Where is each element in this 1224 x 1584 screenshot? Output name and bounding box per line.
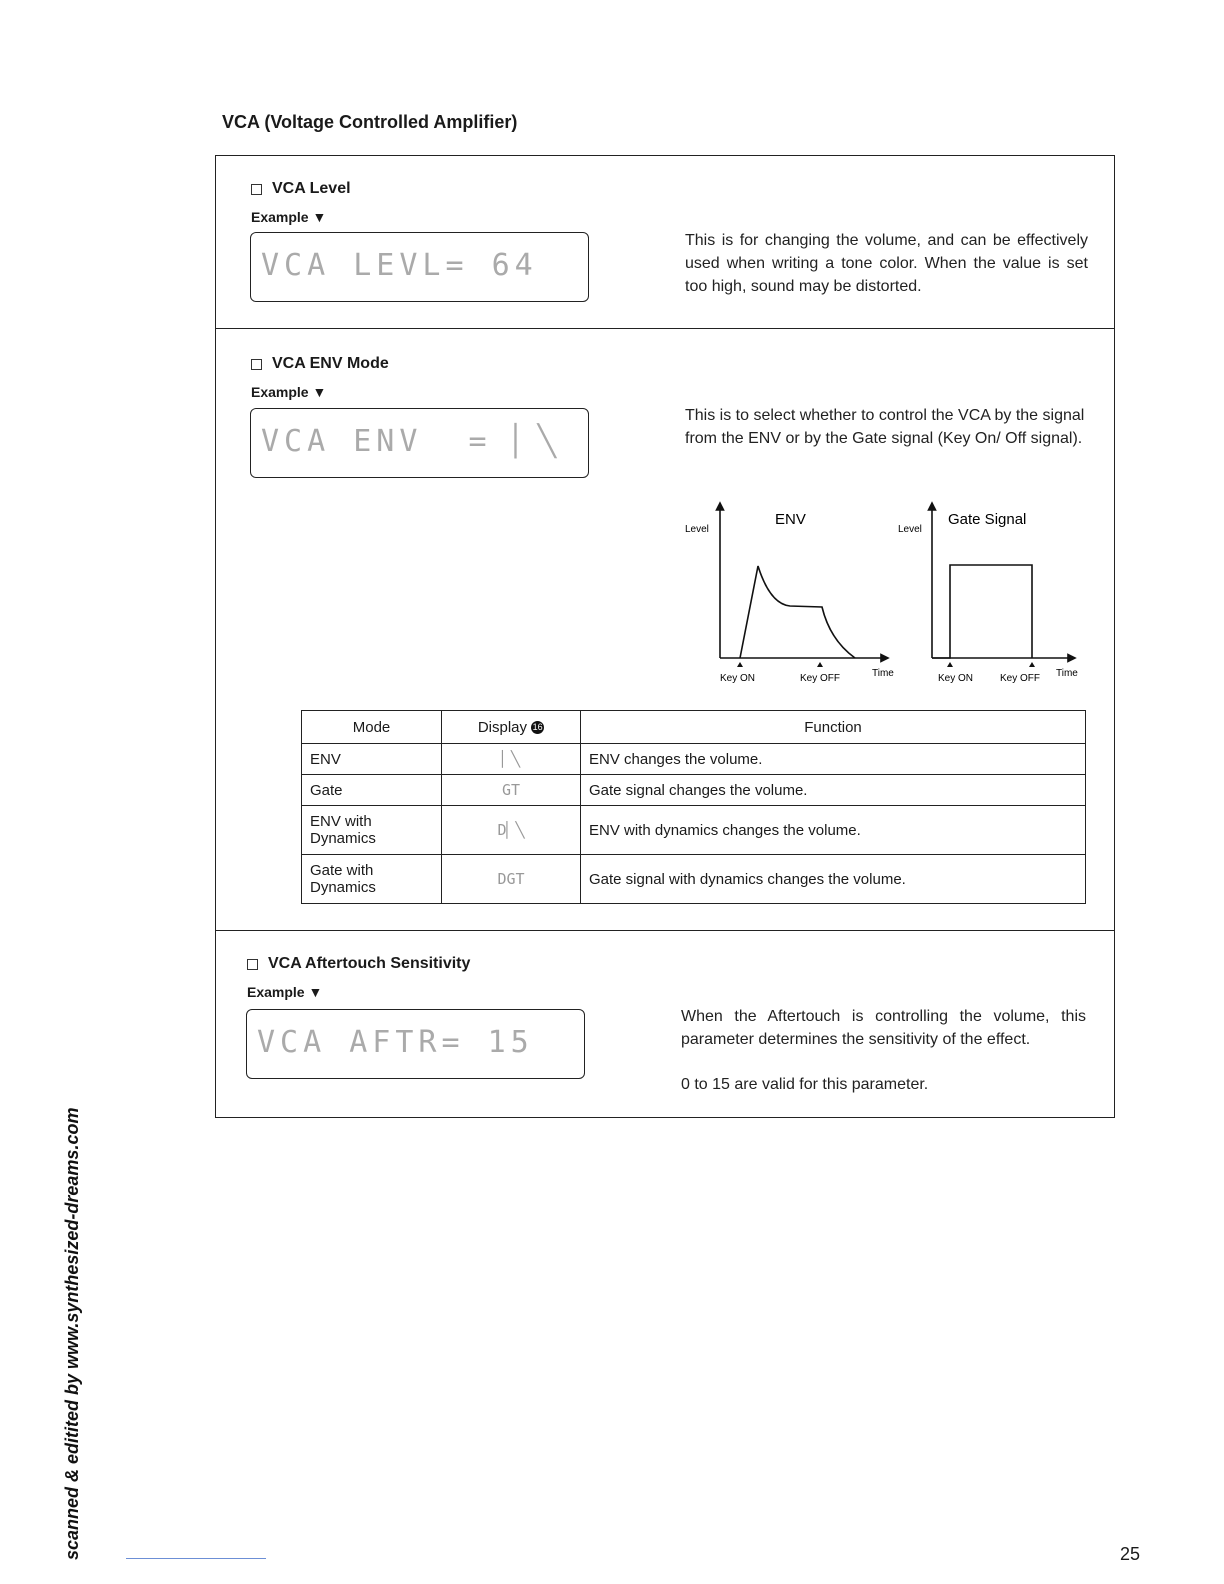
table-cell-display: D▏╲ xyxy=(442,806,581,855)
page-title: VCA (Voltage Controlled Amplifier) xyxy=(222,112,518,132)
example-label: Example ▼ xyxy=(247,984,323,1000)
table-cell-mode: ENV with Dynamics xyxy=(302,806,442,855)
table-cell-display: GT xyxy=(442,775,581,806)
key-off-marker-icon xyxy=(1029,662,1035,667)
env-curve xyxy=(740,566,855,658)
page-number: 25 xyxy=(1119,1544,1140,1564)
env-y-label: Level xyxy=(685,524,709,535)
table-cell-display: DGT xyxy=(442,855,581,904)
env-graph-title: ENV xyxy=(775,511,806,528)
display-number-badge: 16 xyxy=(532,722,543,733)
gate-signal-curve xyxy=(932,565,1032,658)
checkbox-square-icon xyxy=(251,359,262,370)
gate-key-on-label: Key ON xyxy=(938,673,974,684)
vca-env-mode-lcd-display: VCA ENV = ▏╲ xyxy=(250,408,589,478)
table-row xyxy=(302,806,1086,855)
env-key-on-label: Key ON xyxy=(720,673,756,684)
example-label: Example ▼ xyxy=(251,384,327,400)
table-cell-function: ENV changes the volume. xyxy=(581,744,1086,775)
table-cell-function: Gate signal changes the volume. xyxy=(581,775,1086,806)
checkbox-square-icon xyxy=(247,959,258,970)
vca-level-description: This is for changing the volume, and can be effectively used when writing a tone color. When the value is set too high, sound may be distorted. xyxy=(685,232,1088,295)
table-header-mode: Mode xyxy=(302,711,442,744)
gate-x-label: Time xyxy=(1056,668,1078,679)
vca-env-mode-title: VCA ENV Mode xyxy=(272,355,389,372)
env-graph xyxy=(685,506,894,684)
key-on-marker-icon xyxy=(947,662,953,667)
vca-level-lcd-display: VCA LEVL= 64 xyxy=(250,232,589,302)
vca-env-mode-heading xyxy=(251,355,389,373)
gate-key-off-label: Key OFF xyxy=(1000,673,1041,684)
table-cell-mode: ENV xyxy=(302,744,442,775)
section-divider xyxy=(215,930,1115,931)
table-cell-mode: Gate xyxy=(302,775,442,806)
gate-graph xyxy=(898,506,1078,684)
vca-aftertouch-lcd-display: VCA AFTR= 15 xyxy=(246,1009,585,1079)
table-header-display xyxy=(442,711,581,744)
section-divider xyxy=(215,328,1115,329)
gate-graph-title: Gate Signal xyxy=(948,511,1027,528)
env-x-label: Time xyxy=(872,668,894,679)
table-cell-function: Gate signal with dynamics changes the volume. xyxy=(581,855,1086,904)
vca-aftertouch-description: When the Aftertouch is controlling the volume, this parameter determines the sensitivity of the effect. xyxy=(681,1008,1086,1048)
table-cell-display: ▏╲ xyxy=(442,744,581,775)
key-on-marker-icon xyxy=(737,662,743,667)
gate-y-label: Level xyxy=(898,524,922,535)
table-row xyxy=(302,855,1086,904)
vca-level-heading xyxy=(251,180,351,198)
table-header-function: Function xyxy=(581,711,1086,744)
table-cell-function: ENV with dynamics changes the volume. xyxy=(581,806,1086,855)
table-header-row xyxy=(302,711,1086,744)
key-off-marker-icon xyxy=(817,662,823,667)
footer-line xyxy=(126,1558,266,1559)
table-header-display-label: Display xyxy=(477,718,527,736)
env-gate-graphs xyxy=(680,500,1100,695)
vca-aftertouch-range-note: 0 to 15 are valid for this parameter. xyxy=(681,1076,929,1093)
vca-env-mode-description: This is to select whether to control the VCA by the signal from the ENV or by the Gate signal (Key On/ Off signal). xyxy=(685,407,1085,447)
env-key-off-label: Key OFF xyxy=(800,673,841,684)
vca-aftertouch-title: VCA Aftertouch Sensitivity xyxy=(268,955,471,972)
checkbox-square-icon xyxy=(251,184,262,195)
vca-aftertouch-heading xyxy=(247,955,470,973)
env-mode-table xyxy=(301,710,1086,904)
table-cell-mode: Gate with Dynamics xyxy=(302,855,442,904)
table-row xyxy=(302,775,1086,806)
example-label: Example ▼ xyxy=(251,209,327,225)
side-credit: scanned & editited by www.synthesized-dreams.com xyxy=(62,1107,82,1560)
vca-level-title: VCA Level xyxy=(272,180,351,197)
table-row xyxy=(302,744,1086,775)
